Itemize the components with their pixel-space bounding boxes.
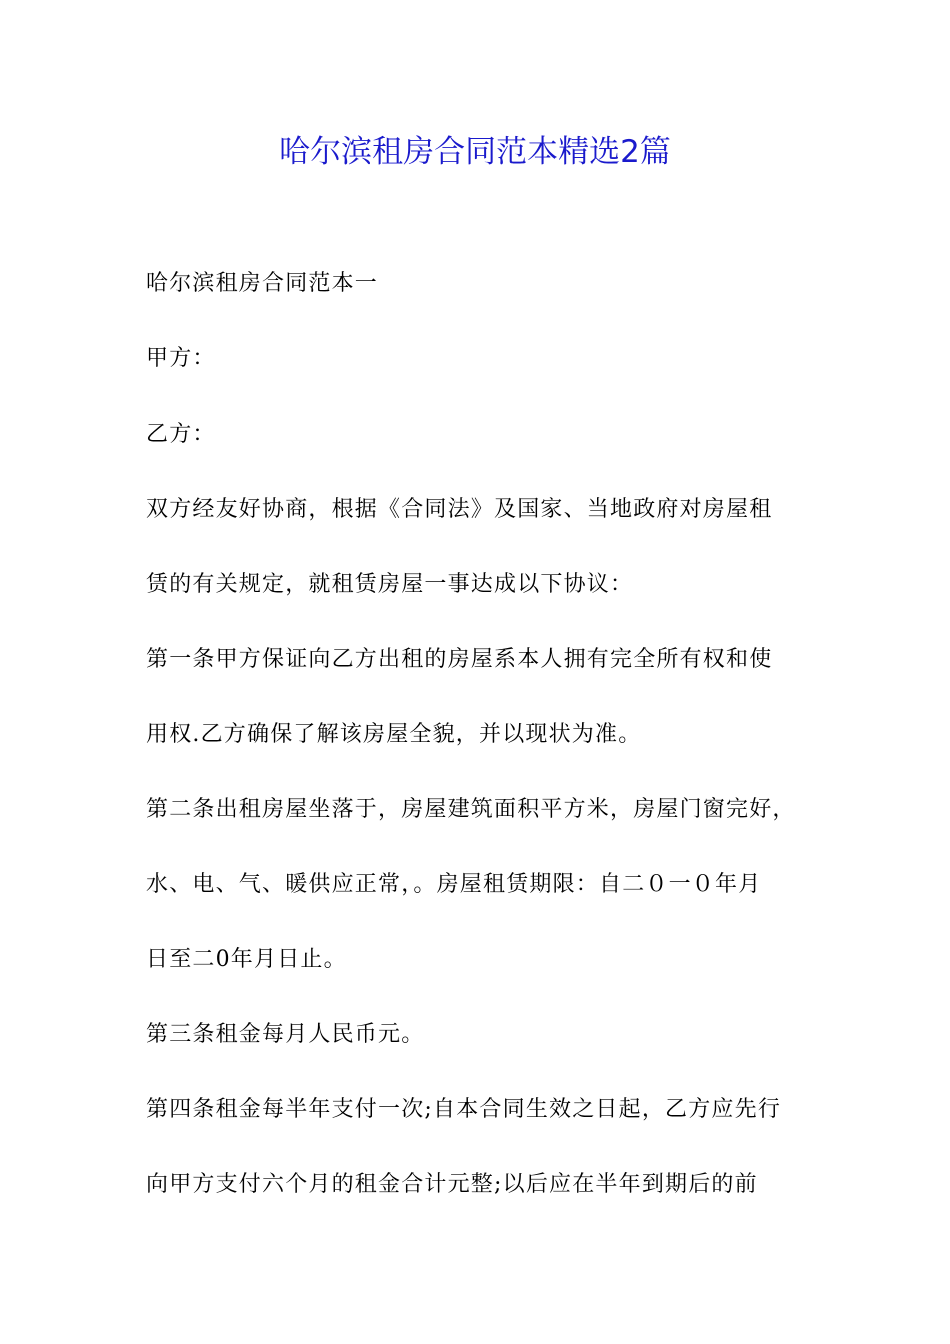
clause-2-line: 日至二0年月日止。 (146, 947, 347, 972)
paragraph-line: 赁的有关规定，就租赁房屋一事达成以下协议： (146, 572, 634, 597)
clause-4-line: 第四条租金每半年支付一次;自本合同生效之日起，乙方应先行 (146, 1097, 782, 1122)
paragraph-line: 双方经友好协商，根据《合同法》及国家、当地政府对房屋租 (146, 497, 773, 522)
document-title: 哈尔滨租房合同范本精选2篇 (279, 134, 671, 170)
clause-3-line: 第三条租金每月人民币元。 (146, 1022, 425, 1047)
clause-4-line: 向甲方支付六个月的租金合计元整;以后应在半年到期后的前 (146, 1172, 758, 1197)
clause-2-line: 水、电、气、暖供应正常，。房屋租赁期限：自二０一０年月 (146, 872, 762, 897)
clause-2-line: 第二条出租房屋坐落于，房屋建筑面积平方米，房屋门窗完好， (146, 797, 796, 822)
party-a-label: 甲方： (146, 346, 216, 371)
clause-1-line: 用权.乙方确保了解该房屋全貌，并以现状为准。 (146, 722, 642, 747)
clause-1-line: 第一条甲方保证向乙方出租的房屋系本人拥有完全所有权和使 (146, 647, 773, 672)
section-heading: 哈尔滨租房合同范本一 (146, 271, 379, 296)
party-b-label: 乙方： (146, 422, 216, 447)
